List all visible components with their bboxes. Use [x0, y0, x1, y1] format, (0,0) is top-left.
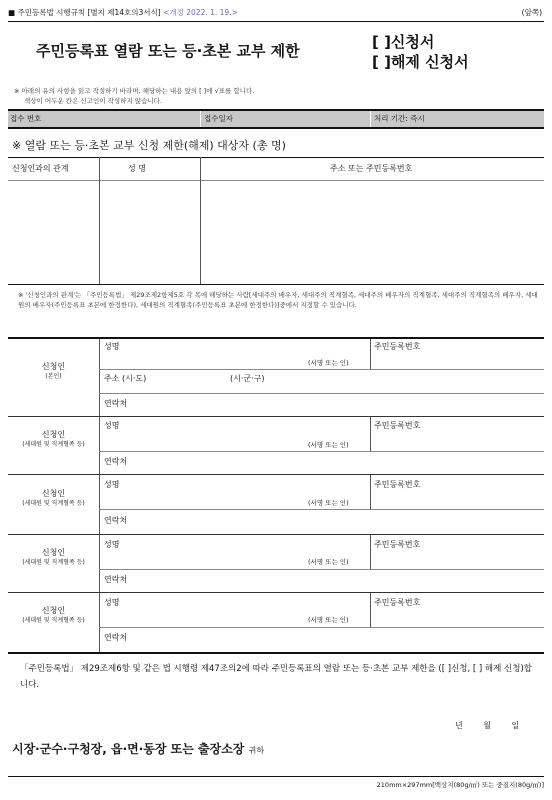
instructions: ※ 아래의 유의 사항을 읽고 작성하기 바라며, 해당하는 내용 앞의 [ ]에 √표를 합니다. 색상이 어두운 칸은 신고인이 작성하지 않습니다. [14, 87, 255, 105]
applicant-4-label: 신청인 (세대원 및 직계혈족 등) [22, 548, 85, 566]
relation-footnote: ※ '신청인과의 관계'는 「주민등록법」 제29조제2항제5호 각 목에 해당하는 사람[세대주의 배우자, 세대주의 직계혈족, 세대주의 배우자의 직계혈족, 세대주의 직계혈족의 배우자, 세대원의 배우자(주민등록표 초본에 한정한다), 세대원의 직계혈족(주민등록표 초본에 한정한다)]중에서 지정할 수 있습니다. [18, 291, 538, 309]
applicant-main-name-label: 성명 [104, 342, 120, 351]
col-name: 성 명 [128, 164, 146, 173]
form-reference: ■ 주민등록법 시행규칙 [별지 제14호의3서식] <개정 2022. 1. 19.> [8, 8, 238, 17]
applicant-3-signature[interactable]: (서명 또는 인) [308, 499, 349, 507]
applicant-5-name-label: 성명 [104, 598, 120, 607]
footer-rule [8, 776, 544, 777]
applicant-main-rrn-label: 주민등록번호 [374, 342, 421, 351]
applicant-main-address-sub: (시·군·구) [230, 374, 265, 383]
addressee: 시장·군수·구청장, 읍·면·동장 또는 출장소장 귀하 [12, 742, 265, 756]
applicant-main-address-label: 주소 (시·도) [104, 374, 147, 383]
applicant-2-name-label: 성명 [104, 421, 120, 430]
col-address: 주소 또는 주민등록번호 [330, 164, 413, 173]
col-relation: 신청인과의 관계 [12, 164, 69, 173]
title-options [372, 32, 469, 72]
receipt-bottom-rule [8, 127, 544, 129]
applicant-2-contact-label: 연락처 [104, 457, 128, 466]
application-statement: 「주민등록법」 제29조제6항 및 같은 법 시행령 제47조의2에 따라 주민등록표의 열람 또는 등·초본 교부 제한을 ([ ]신청, [ ] 해제 신청)합니다. [20, 664, 533, 690]
applicant-5-label: 신청인 (세대원 및 직계혈족 등) [22, 606, 85, 624]
applicant-main-label: 신청인 (본인) [41, 362, 66, 380]
target-section-title: ※ 열람 또는 등·초본 교부 신청 제한(해제) 대상자 (총 명) [12, 139, 286, 152]
applicant-4-contact-label: 연락처 [104, 575, 128, 584]
applicant-2-rrn-label: 주민등록번호 [374, 421, 421, 430]
applicant-5-rrn-label: 주민등록번호 [374, 598, 421, 607]
applicant-main-signature[interactable]: (서명 또는 인) [308, 359, 349, 367]
applicant-2-signature[interactable]: (서명 또는 인) [308, 441, 349, 449]
header-rule [8, 21, 544, 22]
applicants-bottom-rule [8, 652, 544, 654]
applicant-4-rrn-label: 주민등록번호 [374, 540, 421, 549]
form-title: 주민등록표 열람 또는 등·초본 교부 제한 [36, 42, 300, 60]
revision-date: <개정 2022. 1. 19.> [163, 8, 238, 17]
processing-period: 처리 기간: 즉시 [374, 114, 425, 123]
receipt-number-label: 접수 번호 [10, 114, 42, 123]
receipt-date-label: 접수일자 [204, 114, 233, 123]
applicant-3-contact-label: 연락처 [104, 516, 128, 525]
option-apply[interactable]: [ ]신청서 [372, 33, 435, 51]
applicant-2-label: 신청인 (세대원 및 직계혈족 등) [22, 430, 85, 448]
address-field[interactable] [201, 181, 544, 283]
page-side-tag: (앞쪽) [521, 8, 542, 17]
applicant-5-signature[interactable]: (서명 또는 인) [308, 616, 349, 624]
date-line[interactable]: 년 월 일 [455, 721, 520, 730]
applicant-3-label: 신청인 (세대원 및 직계혈족 등) [22, 489, 85, 507]
applicants-top-rule [8, 337, 544, 339]
receipt-row [8, 111, 544, 127]
paper-spec: 210mm×297mm[백상지(80g/㎡) 또는 중질지(80g/㎡)] [376, 781, 544, 789]
applicant-3-rrn-label: 주민등록번호 [374, 480, 421, 489]
applicant-3-name-label: 성명 [104, 480, 120, 489]
applicant-4-signature[interactable]: (서명 또는 인) [308, 558, 349, 566]
relation-field[interactable] [8, 181, 99, 283]
applicant-4-name-label: 성명 [104, 540, 120, 549]
applicant-5-contact-label: 연락처 [104, 633, 128, 642]
name-field[interactable] [100, 181, 200, 283]
applicant-main-contact-label: 연락처 [104, 399, 128, 408]
option-release[interactable]: [ ]해제 신청서 [372, 53, 469, 71]
